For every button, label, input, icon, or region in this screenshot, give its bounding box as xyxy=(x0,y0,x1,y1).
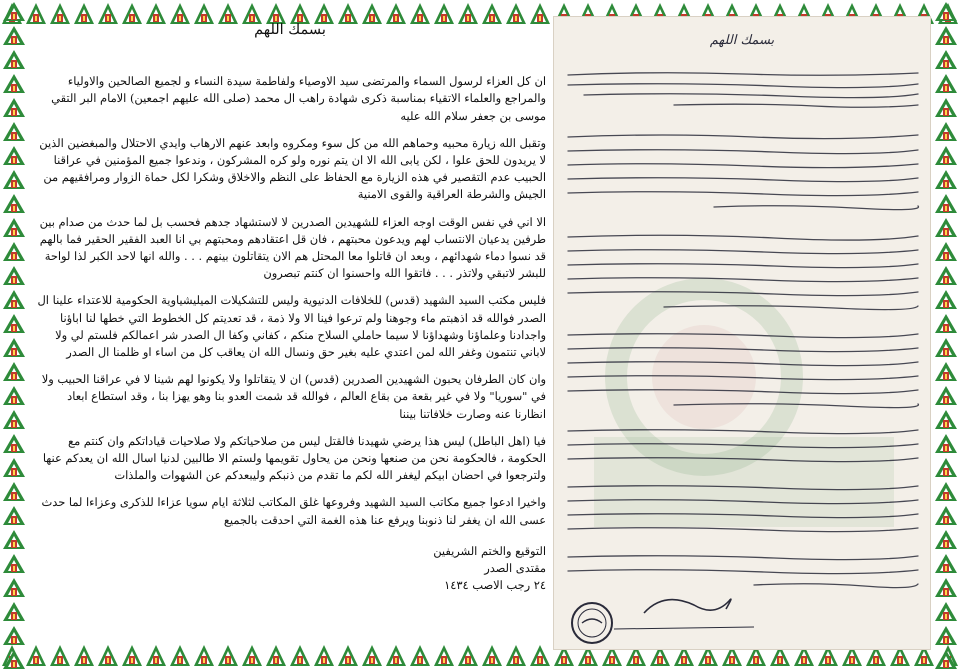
signature-name: مقتدى الصدر xyxy=(484,560,546,575)
paragraph-2: وتقبل الله زيارة محبيه وحماهم الله من كل سوء ومكروه وابعد عنهم الارهاب وايدي الاحتلال والمبغضين الذين لا يريدون للحق علوا ، لكن يابى الله الا ان يتم نوره ولو كره المشركون ، وندعوا جميع المؤمنين في عراقنا الحبيب عدم التقصير في هذه الزيارة مع الحفاظ على النظم والاخلاق وشكرا لكل حماة الزوار ومرافقيهم من الجيش والشرطة العراقية والقوى الامنية xyxy=(39,135,546,202)
handwritten-original-image xyxy=(553,16,931,650)
paragraph-1: ان كل العزاء لرسول السماء والمرتضى سيد الاوصياء ولفاطمة سيدة النساء و لجميع الصالحين والاولياء والمراجع والعلماء الاتقياء بمناسبة ذكرى شهادة راهب ال محمد (صلى الله عليهم اجمعين) الامام البر التقي موسى بن جعفر سلام الله عليه xyxy=(51,74,546,123)
paragraph-6: فيا (اهل الباطل) ليس هذا يرضي شهيدنا فالقتل ليس من صلاحياتكم ولا صلاحيات قياداتكم وان كنتم مع الحكومة ، فالحكومة نحن من صنعها ونحن من يحاول تقويمها ولستم الا طالبين لدنيا اسال الله ان يعدكم عنها ولترجعوا في احضان ابيكم ليغفر الله لكم ما تقدم من ذنبكم وليبعدكم عن الشهوات والملذات xyxy=(42,433,546,483)
signature-line-1: التوقيع والختم الشريفين xyxy=(433,543,546,558)
handwritten-title: بسمك اللهم xyxy=(709,33,775,48)
paragraph-3: الا اني في نفس الوقت اوجه العزاء للشهيدين الصدرين لا لاستشهاد جدهم فحسب بل لما حدث من صدام بين طرفين يدعيان الانتساب لهم ويدعون محبتهم ، فان قل اعتقادهم ومحبتهم بي انا العبد الفقير الحقير فما بالهم قد نسوا دماء شهدائهم ، وبعد ان قاتلوا معا المحتل هم الان يتقاتلون بينهم . . . والله انها لاحد الكبر لذا لواحة للبشر لاتبقي ولاتذر . . . فاتقوا الله واحسنوا ان كنتم تبصرون xyxy=(39,214,546,281)
official-seal-stamp xyxy=(554,17,931,650)
paragraph-4: فليس مكتب السيد الشهيد (قدس) للخلافات الدنيوية وليس للتشكيلات الميليشياوية الحكومية للاعتداء علينا ال الصدر فوالله قد اذهبتم ماء وجوهنا ولم ترعوا فينا الا ولا ذمة ، قد تعديتم كل الخطوط التي خطها لنا اباؤنا واجدادنا وعلماؤنا وشهداؤنا لا سيما حاملي السلاح منكم ، كفاني وكفا ال الصدر شر اعمالكم فلستم لي ولا لاباني تنتمون وغفر الله لمن اعتدي عليه بغير حق ونسال الله ان يعاقب كل من اساء او ظلمنا ال الصدر xyxy=(37,293,546,360)
paragraph-7: واخيرا ادعوا جميع مكاتب السيد الشهيد وفروعها غلق المكاتب لثلاثة ايام سويا عزاءا للذكرى وعزاءا لما حدث عسى الله ان يغفر لنا ذنوبنا ويرفع عنا هذه الغمة التي احدقت بالجميع xyxy=(41,495,546,527)
decorative-border-left xyxy=(0,0,28,670)
decorative-border-right xyxy=(932,0,960,670)
signature-block xyxy=(34,543,546,594)
document-title: بسمك اللهم xyxy=(254,22,326,38)
signature-date: ٢٤ رجب الاصب ١٤٣٤ xyxy=(444,577,546,592)
typed-statement xyxy=(34,22,546,622)
paragraph-5: وان كان الطرفان يحبون الشهيدين الصدرين (قدس) ان لا يتقاتلوا ولا يكونوا لهم شينا لا في عراقنا الحبيب ولا في "سوريا" ولا في غير بقعة من بقاع العالم ، فوالله قد شمت العدو بنا وهو يهزا بنا ، وقد استطاع ابعاد انظارنا عنه وصارت خلافاتنا بيننا xyxy=(41,372,546,421)
